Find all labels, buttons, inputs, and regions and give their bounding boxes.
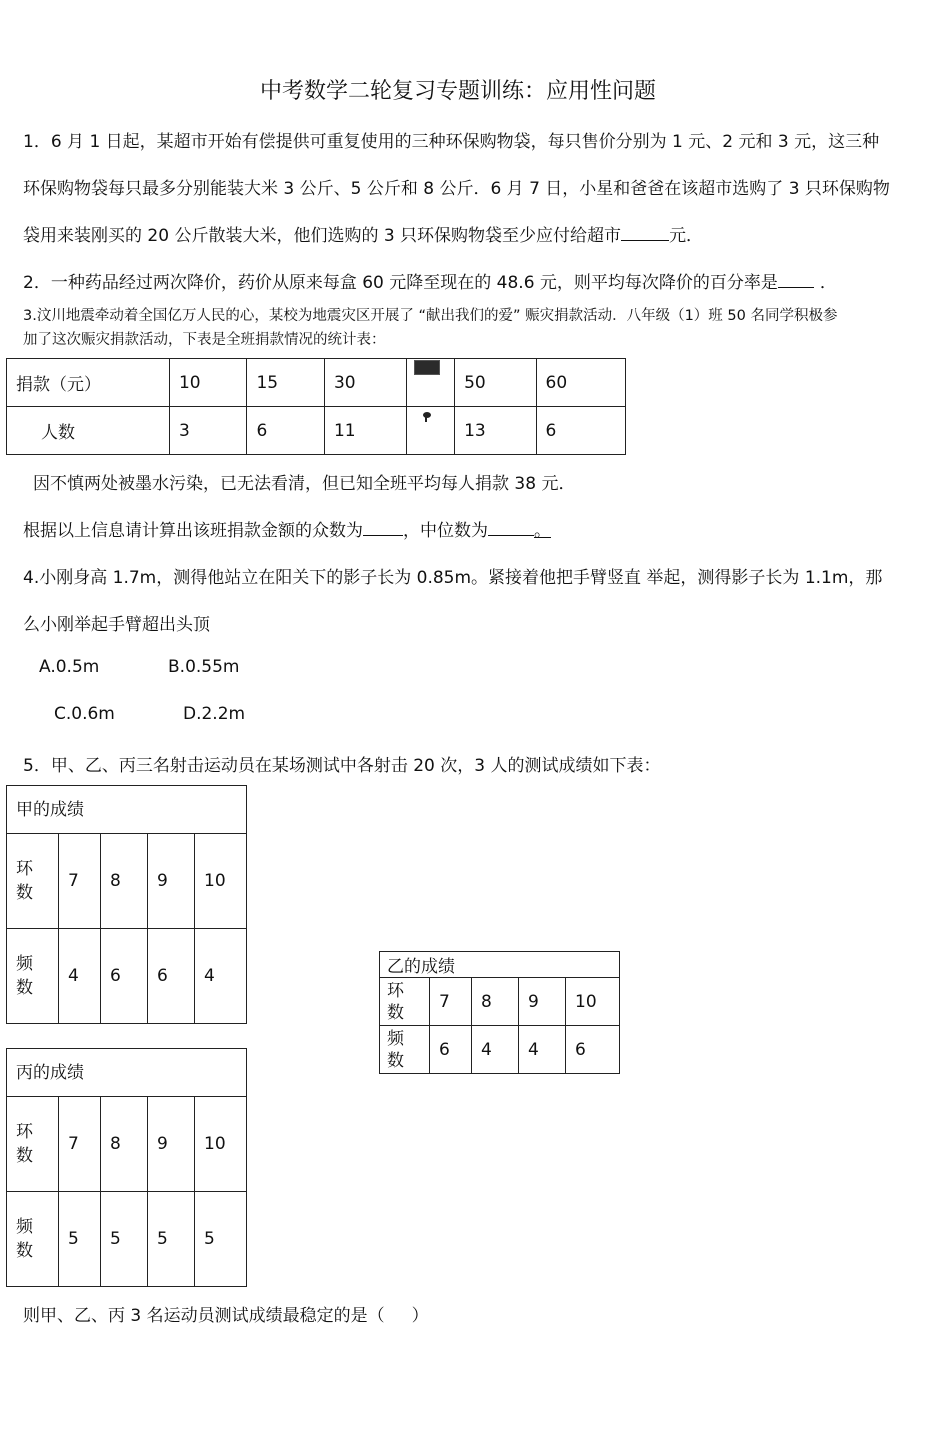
- jia-table-title: 甲的成绩: [7, 786, 247, 834]
- ink-stain: [425, 417, 427, 422]
- q1-answer-blank[interactable]: [621, 224, 669, 241]
- bing-ring-label-2: 数: [16, 1146, 33, 1166]
- jia-ring-label-2: 数: [16, 883, 33, 903]
- donation-count-smudged: [407, 407, 455, 455]
- yi-freq-label-2: 数: [387, 1050, 404, 1071]
- yi-ring-label: [380, 978, 430, 1026]
- donation-amount-cell: 15: [247, 359, 325, 407]
- q2-text: [23, 268, 837, 293]
- jia-freq-label: [7, 929, 59, 1024]
- donation-amount-cell: 60: [536, 359, 625, 407]
- bing-ring-label-1: 环: [16, 1122, 33, 1142]
- jia-freq-cell: 4: [195, 929, 247, 1024]
- donation-count-cell: 6: [536, 407, 625, 455]
- jia-ring-label: [7, 834, 59, 929]
- donation-count-cell: 13: [455, 407, 536, 455]
- q3-question-median: ，中位数为: [403, 521, 488, 541]
- yi-freq-label-1: 频: [387, 1028, 404, 1049]
- bing-freq-label-2: 数: [16, 1241, 33, 1261]
- jia-freq-cell: 6: [148, 929, 195, 1024]
- donation-amount-cell: 30: [324, 359, 406, 407]
- q4-line2: 么小刚举起手臂超出头顶: [23, 615, 210, 635]
- q4-option-d: D.2.2m: [183, 704, 246, 724]
- jia-freq-label-1: 频: [16, 954, 33, 974]
- donation-count-cell: 11: [324, 407, 406, 455]
- bing-freq-cell: 5: [101, 1192, 148, 1287]
- q5-question: 则甲、乙、丙 3 名运动员测试成绩最稳定的是（ ）: [23, 1306, 429, 1326]
- q3-question: [23, 516, 561, 541]
- q1-line1: 1．6 月 1 日起，某超市开始有偿提供可重复使用的三种环保购物袋，每只售价分别为 1 元、2 元和 3 元，这三种: [23, 132, 880, 152]
- q5-intro: 5．甲、乙、丙三名射击运动员在某场测试中各射击 20 次，3 人的测试成绩如下表：: [23, 756, 661, 776]
- bing-table-title: 丙的成绩: [7, 1049, 247, 1097]
- q2-text-end: ．: [819, 273, 837, 293]
- yi-freq-cell: 6: [430, 1026, 472, 1074]
- q2-text-main: 2．一种药品经过两次降价，药价从原来每盒 60 元降至现在的 48.6 元，则平均每次降价的百分率是: [23, 273, 778, 293]
- jia-ring-cell: 7: [59, 834, 101, 929]
- q4-option-a: A.0.5m: [39, 657, 100, 677]
- bing-freq-label: [7, 1192, 59, 1287]
- bing-score-table: [6, 1048, 247, 1287]
- yi-ring-cell: 9: [519, 978, 566, 1026]
- donation-amount-cell: 10: [169, 359, 247, 407]
- bing-ring-cell: 9: [148, 1097, 195, 1192]
- q1-line3: [23, 221, 703, 246]
- page-title: 中考数学二轮复习专题训练：应用性问题: [260, 79, 657, 104]
- bing-ring-cell: 7: [59, 1097, 101, 1192]
- donation-count-cell: 6: [247, 407, 325, 455]
- q4-option-b: B.0.55m: [168, 657, 240, 677]
- yi-ring-cell: 10: [566, 978, 620, 1026]
- yi-score-table: [379, 951, 620, 1074]
- donation-amount-smudged: [407, 359, 455, 407]
- yi-ring-cell: 8: [472, 978, 519, 1026]
- q3-note: 因不慎两处被墨水污染，已无法看清，但已知全班平均每人捐款 38 元．: [33, 474, 576, 494]
- q3-question-text: 根据以上信息请计算出该班捐款金额的众数为: [23, 521, 363, 541]
- q3-line2: 加了这次赈灾捐款活动，下表是全班捐款情况的统计表：: [23, 332, 386, 348]
- donation-count-cell: 3: [169, 407, 247, 455]
- q1-line3-text: 袋用来装刚买的 20 公斤散装大米，他们选购的 3 只环保购物袋至少应付给超市: [23, 226, 622, 246]
- jia-freq-cell: 6: [101, 929, 148, 1024]
- q3-mode-blank[interactable]: [363, 519, 403, 536]
- q3-question-end: 。: [534, 521, 551, 541]
- jia-ring-cell: 8: [101, 834, 148, 929]
- jia-freq-cell: 4: [59, 929, 101, 1024]
- yi-freq-cell: 4: [519, 1026, 566, 1074]
- donation-header-label: 捐款（元）: [7, 359, 170, 407]
- yi-ring-label-1: 环: [387, 980, 404, 1001]
- yi-table-title: 乙的成绩: [380, 952, 620, 978]
- jia-ring-label-1: 环: [16, 859, 33, 879]
- donation-table: [6, 358, 626, 455]
- yi-freq-cell: 4: [472, 1026, 519, 1074]
- yi-freq-label: [380, 1026, 430, 1074]
- bing-freq-cell: 5: [148, 1192, 195, 1287]
- bing-ring-label: [7, 1097, 59, 1192]
- jia-ring-cell: 10: [195, 834, 247, 929]
- q2-answer-blank[interactable]: [778, 271, 814, 288]
- jia-freq-label-2: 数: [16, 978, 33, 998]
- yi-ring-label-2: 数: [387, 1002, 404, 1023]
- jia-score-table: [6, 785, 247, 1024]
- q3-line1: 3.汶川地震牵动着全国亿万人民的心，某校为地震灾区开展了 “献出我们的爱” 赈灾捐款活动．八年级（1）班 50 名同学积极参: [23, 308, 838, 324]
- bing-freq-label-1: 频: [16, 1217, 33, 1237]
- q1-unit: 元．: [669, 226, 704, 246]
- bing-freq-cell: 5: [195, 1192, 247, 1287]
- bing-ring-cell: 10: [195, 1097, 247, 1192]
- q4-option-c: C.0.6m: [54, 704, 115, 724]
- q3-median-blank[interactable]: [488, 519, 534, 536]
- bing-ring-cell: 8: [101, 1097, 148, 1192]
- donation-amount-cell: 50: [455, 359, 536, 407]
- bing-freq-cell: 5: [59, 1192, 101, 1287]
- yi-freq-cell: 6: [566, 1026, 620, 1074]
- jia-ring-cell: 9: [148, 834, 195, 929]
- ink-stain: [414, 360, 440, 375]
- yi-ring-cell: 7: [430, 978, 472, 1026]
- donation-count-label: 人数: [7, 407, 170, 455]
- q1-line2: 环保购物袋每只最多分别能装大米 3 公斤、5 公斤和 8 公斤．6 月 7 日，小星和爸爸在该超市选购了 3 只环保购物: [23, 179, 890, 199]
- q4-line1: 4.小刚身高 1.7m，测得他站立在阳关下的影子长为 0.85m。紧接着他把手臂竖直 举起，测得影子长为 1.1m，那: [23, 568, 883, 588]
